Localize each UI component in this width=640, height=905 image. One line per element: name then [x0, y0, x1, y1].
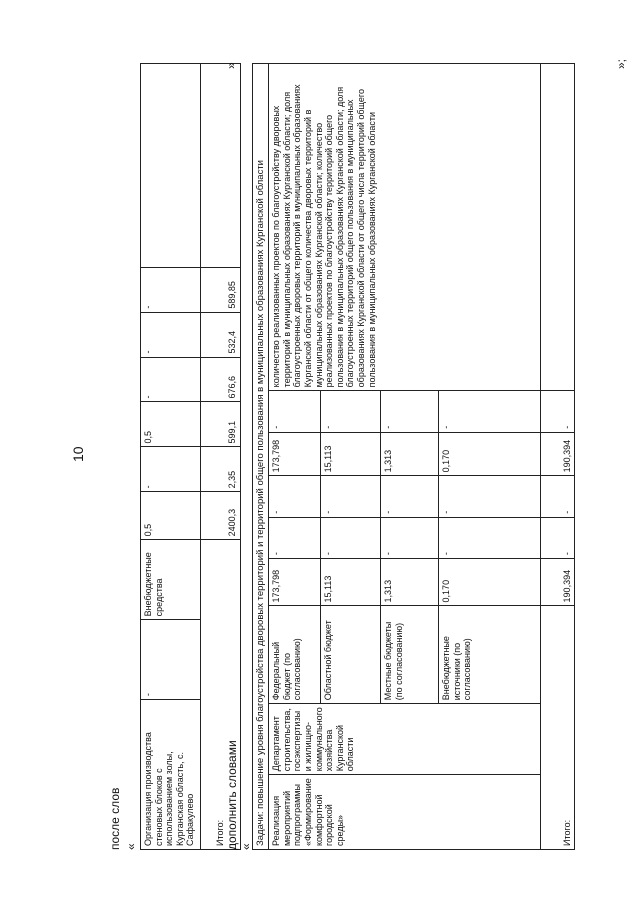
measure-name-cell: Реализация мероприятий подпрограммы «Формирование комфортной городской среды»	[269, 775, 541, 850]
opening-quote: «	[239, 843, 253, 850]
executor-cell: Департамент строительства, госэкспертизы и жилищно-коммунального хозяйства Курганской области	[269, 704, 541, 775]
source-cell: Внебюджетные источники (по согласованию)	[439, 606, 541, 704]
add-words-label: дополнить словами	[225, 740, 239, 850]
year-cell: 532,4	[201, 312, 241, 357]
total-label: Итого:	[201, 540, 241, 850]
year-cell: -	[381, 517, 439, 558]
year-cell: -	[269, 517, 321, 558]
total-cell: 2400,3	[201, 492, 241, 540]
total-row	[201, 64, 241, 850]
measure-name-cell: Организация производства стеновых блоков с использованием золы, Курганская область, с. Сафакулево	[141, 700, 201, 850]
total-cell: 173,798	[269, 559, 321, 606]
year-cell: -	[439, 476, 541, 517]
total-cell: 1,313	[381, 559, 439, 606]
closing-mark: »;	[614, 58, 628, 69]
year-cell: 173,798	[269, 432, 321, 476]
year-cell: 599,1	[201, 402, 241, 447]
total-cell: 15,113	[321, 559, 381, 606]
total-cell: 0,5	[141, 492, 201, 540]
total-row	[541, 64, 575, 850]
after-words-label: после слов	[108, 787, 122, 850]
year-cell: -	[141, 267, 201, 312]
indicators-cell: количество реализованных проектов по благоустройству дворовых территорий в муниципальных образованиях Курганской области; доля благоустроенных дворовых территорий в муниципальных образованиях Курганской области от общего количества дворовых территорий в муниципальных образованиях Курганской области; количество реализованных проектов по благоустройству территорий общего пользования в муниципальных образованиях Курганской области; доля благоустроенных территорий общего пользования в муниципальных образованиях Курганской области от общего числа территорий общего пользования в муниципальных образованиях Курганской области	[269, 64, 541, 391]
table-row	[141, 64, 201, 850]
year-cell: 190,394	[541, 432, 575, 476]
year-cell: -	[141, 357, 201, 402]
year-cell: -	[541, 391, 575, 432]
year-cell: 15,113	[321, 432, 381, 476]
year-cell: -	[321, 391, 381, 432]
year-cell: 2,35	[201, 447, 241, 492]
year-cell: -	[541, 517, 575, 558]
indicator-cell	[141, 64, 201, 268]
table-measures-top	[140, 63, 241, 850]
table-row	[269, 64, 321, 850]
opening-quote: «	[124, 843, 138, 850]
year-cell: -	[439, 517, 541, 558]
source-cell: Внебюджетные средства	[141, 540, 201, 620]
year-cell: -	[439, 391, 541, 432]
closing-quote: »	[224, 62, 238, 69]
source-cell: Местные бюджеты (по согласованию)	[381, 606, 439, 704]
year-cell: 676,6	[201, 357, 241, 402]
year-cell: 0,170	[439, 432, 541, 476]
executor-cell: -	[141, 620, 201, 700]
source-cell: Областной бюджет	[321, 606, 381, 704]
year-cell: -	[381, 476, 439, 517]
year-cell: -	[269, 391, 321, 432]
task-row	[253, 64, 269, 850]
year-cell: -	[269, 476, 321, 517]
total-label: Итого:	[541, 606, 575, 850]
year-cell: -	[321, 476, 381, 517]
total-cell: 190,394	[541, 559, 575, 606]
table-measures-added	[252, 63, 575, 850]
task-heading: Задачи: повышение уровня благоустройства дворовых территорий и территорий общего пользования в муниципальных образованиях Курганской области	[253, 64, 269, 850]
total-cell: 0,170	[439, 559, 541, 606]
year-cell: 0,5	[141, 402, 201, 447]
year-cell: -	[141, 447, 201, 492]
indicator-cell	[201, 64, 241, 268]
indicator-cell	[541, 64, 575, 391]
year-cell: 1,313	[381, 432, 439, 476]
year-cell: -	[541, 476, 575, 517]
year-cell: -	[141, 312, 201, 357]
year-cell: -	[381, 391, 439, 432]
source-cell: Федеральный бюджет (по согласованию)	[269, 606, 321, 704]
page-number: 10	[70, 446, 86, 462]
year-cell: 589,85	[201, 267, 241, 312]
year-cell: -	[321, 517, 381, 558]
